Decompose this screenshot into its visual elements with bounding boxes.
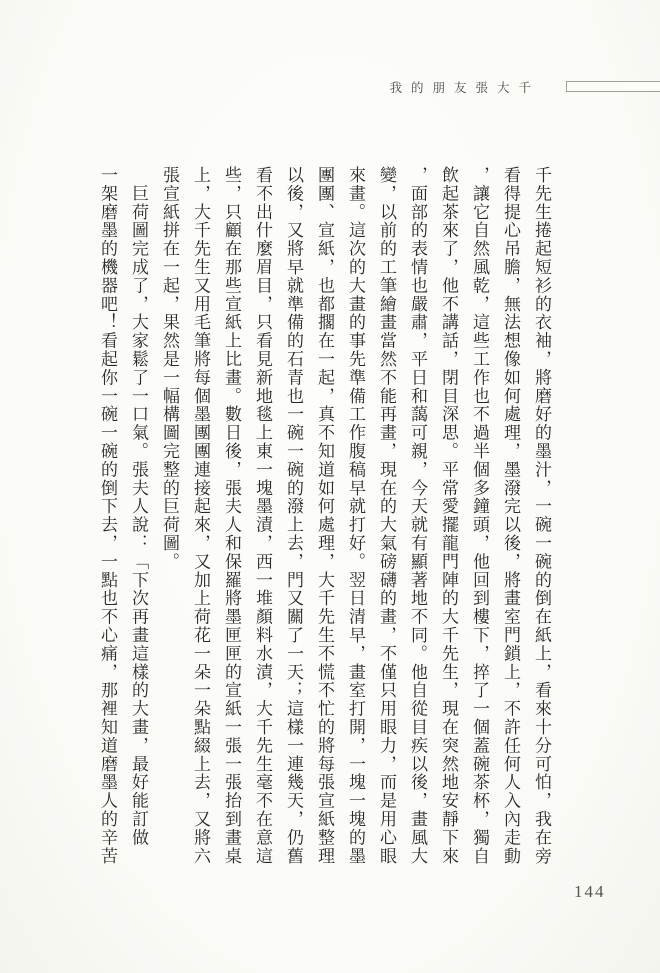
- text-column: ，讓它自然風乾，這些工作也不過半個多鐘頭，他回到樓下，捽了一個蓋碗茶杯，獨自: [470, 166, 489, 866]
- text-column: 一架磨墨的機器吧！看起你一碗一碗的倒下去，一點也不心痛，那裡知道磨墨人的辛苦: [98, 166, 117, 866]
- text-column: 些，只顧在那些宣紙上比畫。數日後，張夫人和保羅將墨匣匣的宣紙一張一張抬到畫桌: [222, 166, 241, 866]
- text-column: 上，大千先生又用毛筆將每個墨團團連接起來，又加上荷花一朵一朵點綴上去，又將六: [191, 166, 210, 866]
- running-header: [0, 78, 660, 98]
- text-column: 以後，又將早就準備的石青也一碗一碗的潑上去，門又關了一天；這樣一連幾天，仍舊: [284, 166, 303, 866]
- text-column: 張宣紙拼在一起，果然是一幅構圖完整的巨荷圖。: [160, 166, 179, 571]
- running-header-title: 我的朋友張大千: [389, 81, 540, 95]
- text-column: 變，以前的工筆繪畫當然不能再畫，現在的大氣磅礴的畫，不僅只用眼力，而是用心眼: [377, 166, 396, 866]
- text-column: 來畫。這次的大畫的事先準備工作腹稿早就打好。翌日清早，畫室打開，一塊一塊的墨: [346, 166, 365, 866]
- text-column: ，面部的表情也嚴肅，平日和藹可親，今天就有顯著地不同。他自從目疾以後，畫風大: [408, 166, 427, 866]
- text-column: 看不出什麼眉目，只看見新地毯上東一塊墨漬，西一堆顏料水漬，大千先生毫不在意這: [253, 166, 272, 866]
- text-column: 千先生捲起短衫的衣袖，將磨好的墨汁，一碗一碗的倒在紙上，看來十分可怕，我在旁: [532, 166, 551, 866]
- text-column: 巨荷圖完成了，大家鬆了一口氣。張夫人說：「下次再畫這樣的大畫，最好能訂做: [129, 166, 148, 847]
- text-column: 飲起茶來了，他不講話，閉目深思。平常愛擺龍門陣的大千先生，現在突然地安靜下來: [439, 166, 458, 866]
- page-number: 144: [574, 882, 606, 901]
- text-column: 團團、宣紙，也都擱在一起，真不知道如何處理，大千先生不慌不忙的將每張宣紙整理: [315, 166, 334, 866]
- text-column: 看得提心吊膽，無法想像如何處理，墨潑完以後，將畫室門鎖上，不許任何人入內走動: [501, 166, 520, 866]
- vertical-text-block: [92, 166, 557, 868]
- header-rule-box: [566, 81, 660, 92]
